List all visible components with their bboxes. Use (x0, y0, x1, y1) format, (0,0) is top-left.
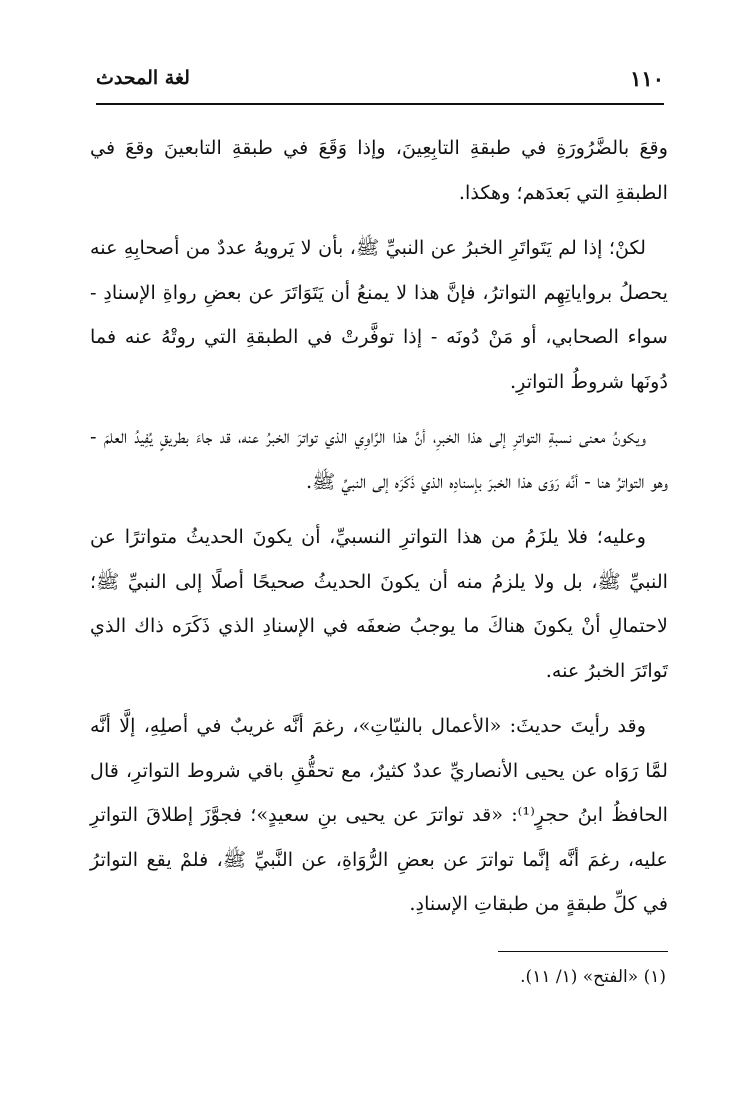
paragraph-5: وقد رأيتَ حديثَ: «الأعمال بالنيّاتِ»، رغمَ أنَّه غريبٌ في أصلِهِ، إلَّا أنَّه لمَّا رَوَاه عن يحيى الأنصاريِّ عددٌ كثيرٌ، مع تحقُّقِ باقي شروط التواترِ، قال الحافظُ ابنُ حجرٍ⁽¹⁾: «قد تواترَ عن يحيى بنِ سعيدٍ»؛ فجوَّزَ إطلاقَ التواترِ عليه، رغمَ أنَّه إنَّما تواترَ عن بعضِ الرُّوَاةِ، عن النَّبيِّ ﷺ، فلمْ يقع التواترُ في كلِّ طبقةٍ من طبقاتِ الإسنادِ. (90, 714, 668, 915)
paragraph-3: ويكونُ معنى نسبةِ التواترِ إلى هذا الخبرِ، أنَّ هذا الرَّاوِي الذي تواترَ الخبرُ عنه، قد جاءَ بطريقٍ يُفِيدُ العلمَ - وهو التواترُ هنا - أنَّه رَوَى هذا الخبرَ بإسنادِه الذي ذَكَرَه إلى النبيِّ ﷺ. (90, 425, 668, 493)
paragraph-2: لكنْ؛ إذا لم يَتَواتَرِ الخبرُ عن النبيِّ ﷺ، بأن لا يَرويهُ عددٌ من أصحابِهِ عنه يحصلُ برواياتِهِم التواترُ، فإنَّ هذا لا يمنعُ أن يَتَوَاتَرَ عن بعضِ رواةِ الإسنادِ - سواء الصحابي، أو مَنْ دُونَه - إذا توفَّرتْ في الطبقةِ التي روتْهُ عنه فما دُونَها شروطُ التواترِ. (90, 236, 668, 393)
footnote-rule (498, 951, 668, 952)
footnote: (١) «الفتح» (١/ ١١). (520, 967, 666, 987)
header-rule (96, 103, 664, 105)
paragraph-4: وعليه؛ فلا يلزَمُ من هذا التواترِ النسبيِّ، أن يكونَ الحديثُ متواترًا عن النبيِّ ﷺ، بل ولا يلزمُ منه أن يكونَ الحديثُ صحيحًا أصلًا إلى النبيِّ ﷺ؛ لاحتمالِ أنْ يكونَ هناكَ ما يوجبُ ضعفَه في الإسنادِ الذي ذَكَرَه ذاك الذي تَواتَرَ الخبرُ عنه. (90, 525, 668, 682)
paragraph-1: وقعَ بالضَّرُورَةِ في طبقةِ التابِعِينَ، وإذا وَقَعَ في طبقةِ التابعينَ وقعَ في الطبقةِ التي بَعدَهم؛ وهكذا. (90, 136, 668, 204)
page-number: ١١٠ (630, 65, 664, 91)
page-header (96, 60, 664, 96)
main-text (90, 126, 668, 938)
running-title: لغة المحدث (96, 67, 190, 89)
